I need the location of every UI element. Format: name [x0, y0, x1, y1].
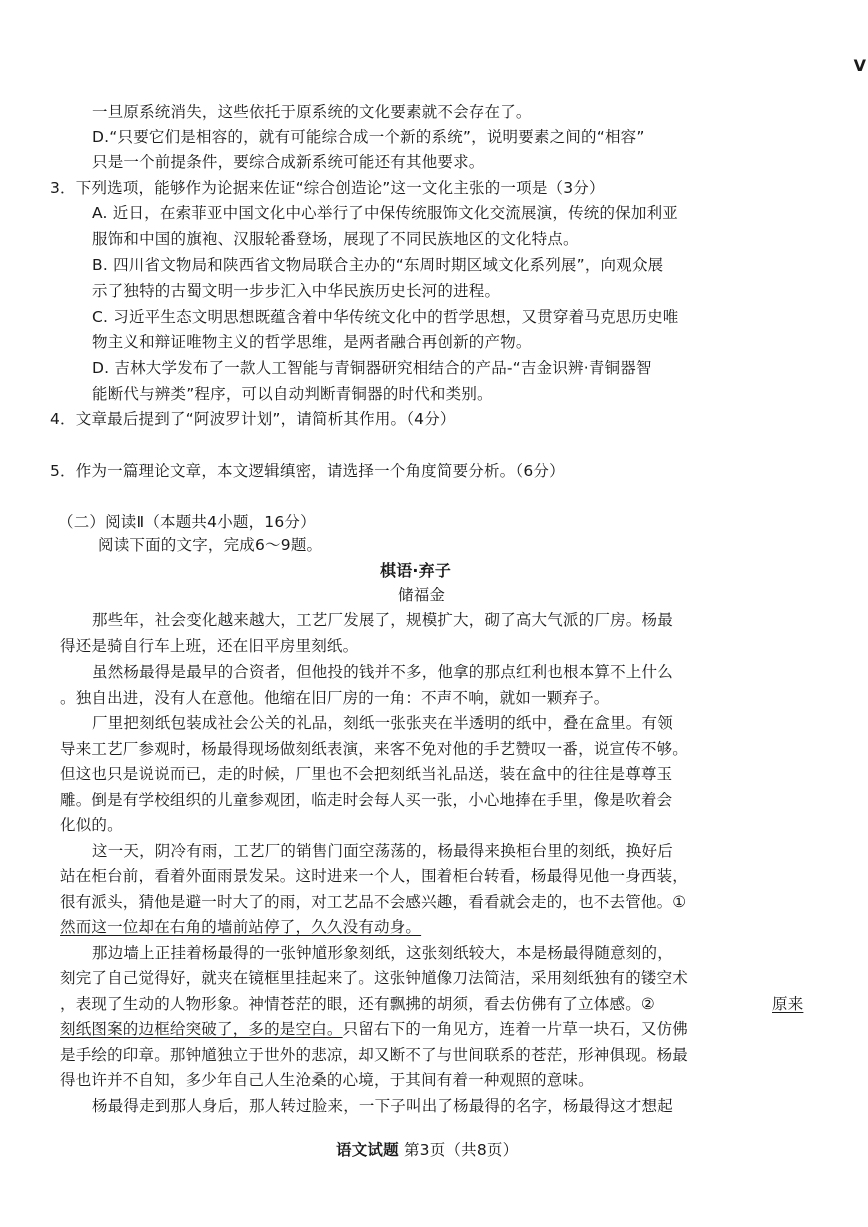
underlined-sentence-2-start: 原来 [772, 995, 804, 1013]
paragraph-line: 刻完了自己觉得好，就夹在镜框里挂起来了。这张钟馗像刀法简洁，采用刻纸独有的镂空术 [60, 969, 689, 987]
passage-title: 棋语·弃子 [380, 561, 452, 580]
section-heading: （二）阅读Ⅱ（本题共4小题，16分） [58, 513, 316, 531]
paragraph-line: 。独自出进，没有人在意他。他缩在旧厂房的一角：不声不响，就如一颗弃子。 [60, 689, 610, 707]
page-footer [336, 1140, 518, 1160]
option-c-line: C. 习近平生态文明思想既蕴含着中华传统文化中的哲学思想，又贯穿着马克思历史唯 [92, 308, 679, 326]
option-d-line: D. 吉林大学发布了一款人工智能与青铜器研究相结合的产品-“吉金识辨·青铜器智 [92, 359, 652, 377]
paragraph-line [60, 1019, 688, 1039]
underlined-sentence-2-end: 刻纸图案的边框给突破了，多的是空白。 [60, 1020, 343, 1038]
paragraph-line: 导来工艺厂参观时，杨最得现场做刻纸表演，来客不免对他的手艺赞叹一番，说宣传不够。 [60, 740, 689, 758]
underlined-sentence-1: 然而这一位却在右角的墙前站停了，久久没有动身。 [60, 918, 422, 936]
paragraph-line: 得也许并不自知，多少年自己人生沧桑的心境，于其间有着一种观照的意味。 [60, 1071, 594, 1089]
paragraph-line: 很有派头，猜他是避一时大了的雨，对工艺品不会感兴趣，看看就会走的，也不去管他。① [60, 893, 687, 911]
corner-mark: V [853, 56, 866, 75]
instruction: 阅读下面的文字，完成6～9题。 [98, 536, 323, 554]
text-line: 能断代与辨类”程序，可以自动判断青铜器的时代和类别。 [92, 385, 493, 403]
text-run: 只留右下的一角见方，连着一片草一块石，又仿佛 [342, 1020, 689, 1038]
paragraph-line: 那些年，社会变化越来越大，工艺厂发展了，规模扩大，砌了高大气派的厂房。杨最 [92, 611, 673, 629]
paragraph-line: 虽然杨最得是最早的合资者，但他投的钱并不多，他拿的那点红利也根本算不上什么 [92, 663, 673, 681]
paragraph-line: 站在柜台前，看着外面雨景发呆。这时进来一个人，围着柜台转看，杨最得见他一身西装， [60, 867, 689, 885]
paragraph-line: 雕。倒是有学校组织的儿童参观团，临走时会每人买一张，小心地捧在手里，像是吹着会 [60, 791, 673, 809]
passage-author: 储福金 [398, 586, 446, 604]
paragraph-line: 厂里把刻纸包装成社会公关的礼品，刻纸一张张夹在半透明的纸中，叠在盒里。有领 [92, 714, 673, 732]
text-line: 只是一个前提条件，要综合成新系统可能还有其他要求。 [92, 153, 485, 171]
paragraph-line: 杨最得走到那人身后，那人转过脸来，一下子叫出了杨最得的名字，杨最得这才想起 [92, 1097, 673, 1115]
question-5: 5．作为一篇理论文章，本文逻辑缜密，请选择一个角度简要分析。（6分） [50, 462, 565, 480]
paragraph-line: 得还是骑自行车上班，还在旧平房里刻纸。 [60, 637, 359, 655]
paragraph-line: 是手绘的印章。那钟馗独立于世外的悲凉，却又断不了与世间联系的苍茫，形神俱现。杨最 [60, 1046, 689, 1064]
footer-subject: 语文试题 [336, 1141, 399, 1159]
paragraph-line: ，表现了生动的人物形象。神情苍茫的眼，还有飘拂的胡须，看去仿佛有了立体感。② [60, 995, 655, 1013]
paragraph-line: 化似的。 [60, 816, 123, 834]
footer-page-number: 第3页（共8页） [403, 1141, 519, 1159]
paragraph-line: 那边墙上正挂着杨最得的一张钟馗形象刻纸，这张刻纸较大，本是杨最得随意刻的， [92, 944, 673, 962]
option-b-line: B. 四川省文物局和陕西省文物局联合主办的“东周时期区域文化系列展”，向观众展 [92, 256, 664, 274]
paragraph-line: 这一天，阴冷有雨，工艺厂的销售门面空荡荡的，杨最得来换柜台里的刻纸，换好后 [92, 842, 673, 860]
text-line: 服饰和中国的旗袍、汉服轮番登场，展现了不同民族地区的文化特点。 [92, 230, 579, 248]
text-line: 物主义和辩证唯物主义的哲学思维，是两者融合再创新的产物。 [92, 333, 532, 351]
paragraph-line: 但这也只是说说而已，走的时候，厂里也不会把刻纸当礼品送，装在盒中的往往是尊尊玉 [60, 765, 673, 783]
text-line: 一旦原系统消失，这些依托于原系统的文化要素就不会存在了。 [92, 103, 532, 121]
text-line: 示了独特的古蜀文明一步步汇入中华民族历史长河的进程。 [92, 282, 501, 300]
option-d-line: D.“只要它们是相容的，就有可能综合成一个新的系统”，说明要素之间的“相容” [92, 128, 645, 146]
question-4: 4．文章最后提到了“阿波罗计划”，请简析其作用。（4分） [50, 410, 456, 428]
question-3: 3．下列选项，能够作为论据来佐证“综合创造论”这一文化主张的一项是（3分） [50, 179, 605, 197]
option-a-line: A. 近日，在索菲亚中国文化中心举行了中保传统服饰文化交流展演，传统的保加利亚 [92, 204, 678, 222]
